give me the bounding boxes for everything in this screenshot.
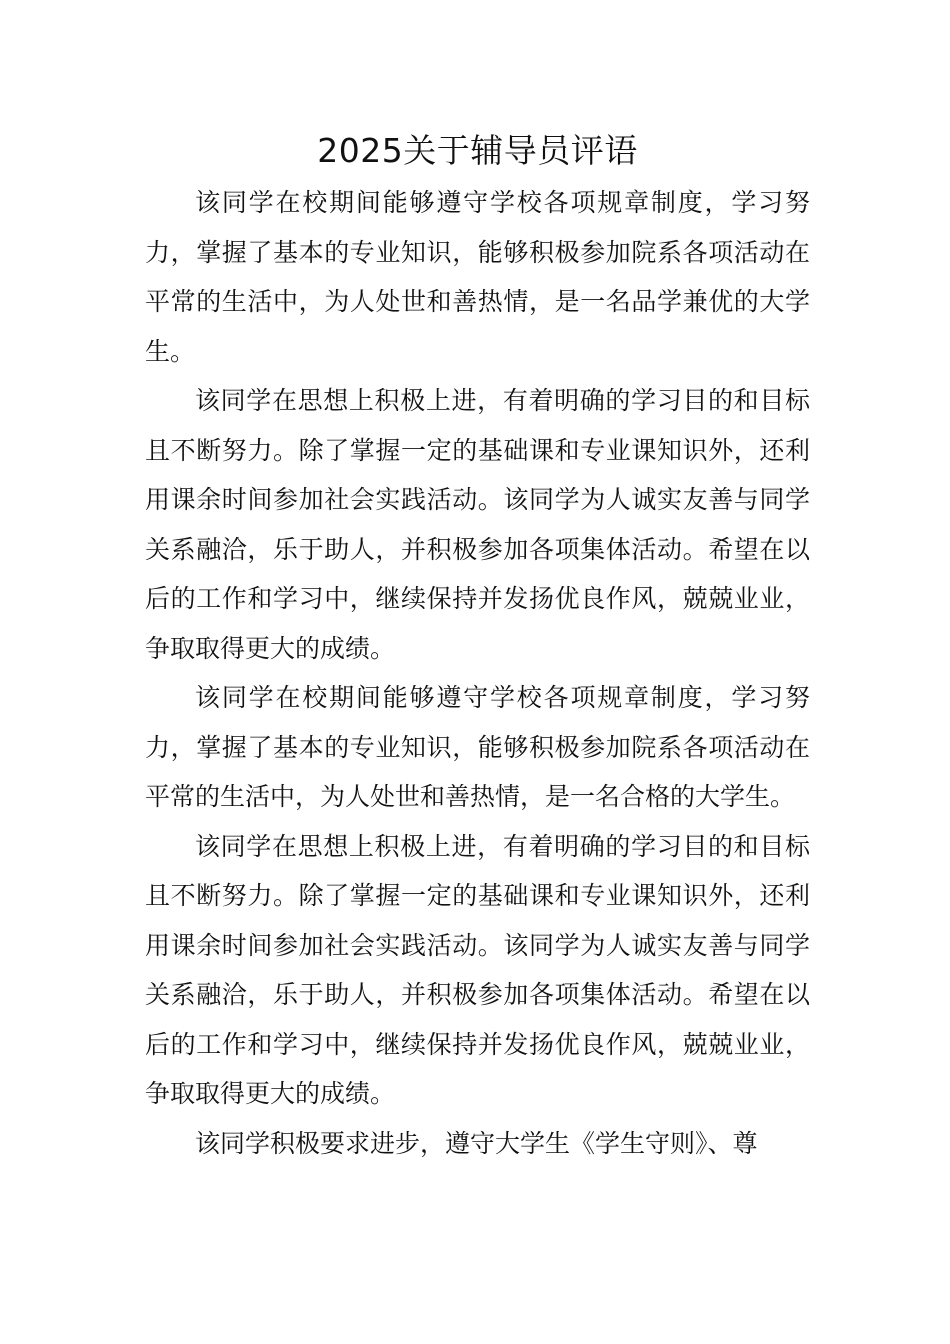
- paragraph-5: 该同学积极要求进步，遵守大学生《学生守则》、尊: [195, 1128, 758, 1158]
- paragraph-2: 该同学在思想上积极上进，有着明确的学习目的和目标且不断努力。除了掌握一定的基础课和专业课知识外，还利用课余时间参加社会实践活动。该同学为人诚实友善与同学关系融洽，乐于助人，并积极参加各项集体活动。希望在以后的工作和学习中，继续保持并发扬优良作风，兢兢业业，争取取得更大的成绩。: [145, 386, 810, 663]
- document-body: [145, 178, 810, 1168]
- paragraph-1: 该同学在校期间能够遵守学校各项规章制度，学习努力，掌握了基本的专业知识，能够积极参加院系各项活动在平常的生活中，为人处世和善热情，是一名品学兼优的大学生。: [145, 188, 810, 366]
- paragraph-3: 该同学在校期间能够遵守学校各项规章制度，学习努力，掌握了基本的专业知识，能够积极参加院系各项活动在平常的生活中，为人处世和善热情，是一名合格的大学生。: [145, 683, 810, 811]
- document-title: 2025关于辅导员评语: [317, 131, 638, 170]
- paragraph-4: 该同学在思想上积极上进，有着明确的学习目的和目标且不断努力。除了掌握一定的基础课和专业课知识外，还利用课余时间参加社会实践活动。该同学为人诚实友善与同学关系融洽，乐于助人，并积极参加各项集体活动。希望在以后的工作和学习中，继续保持并发扬优良作风，兢兢业业，争取取得更大的成绩。: [145, 831, 810, 1108]
